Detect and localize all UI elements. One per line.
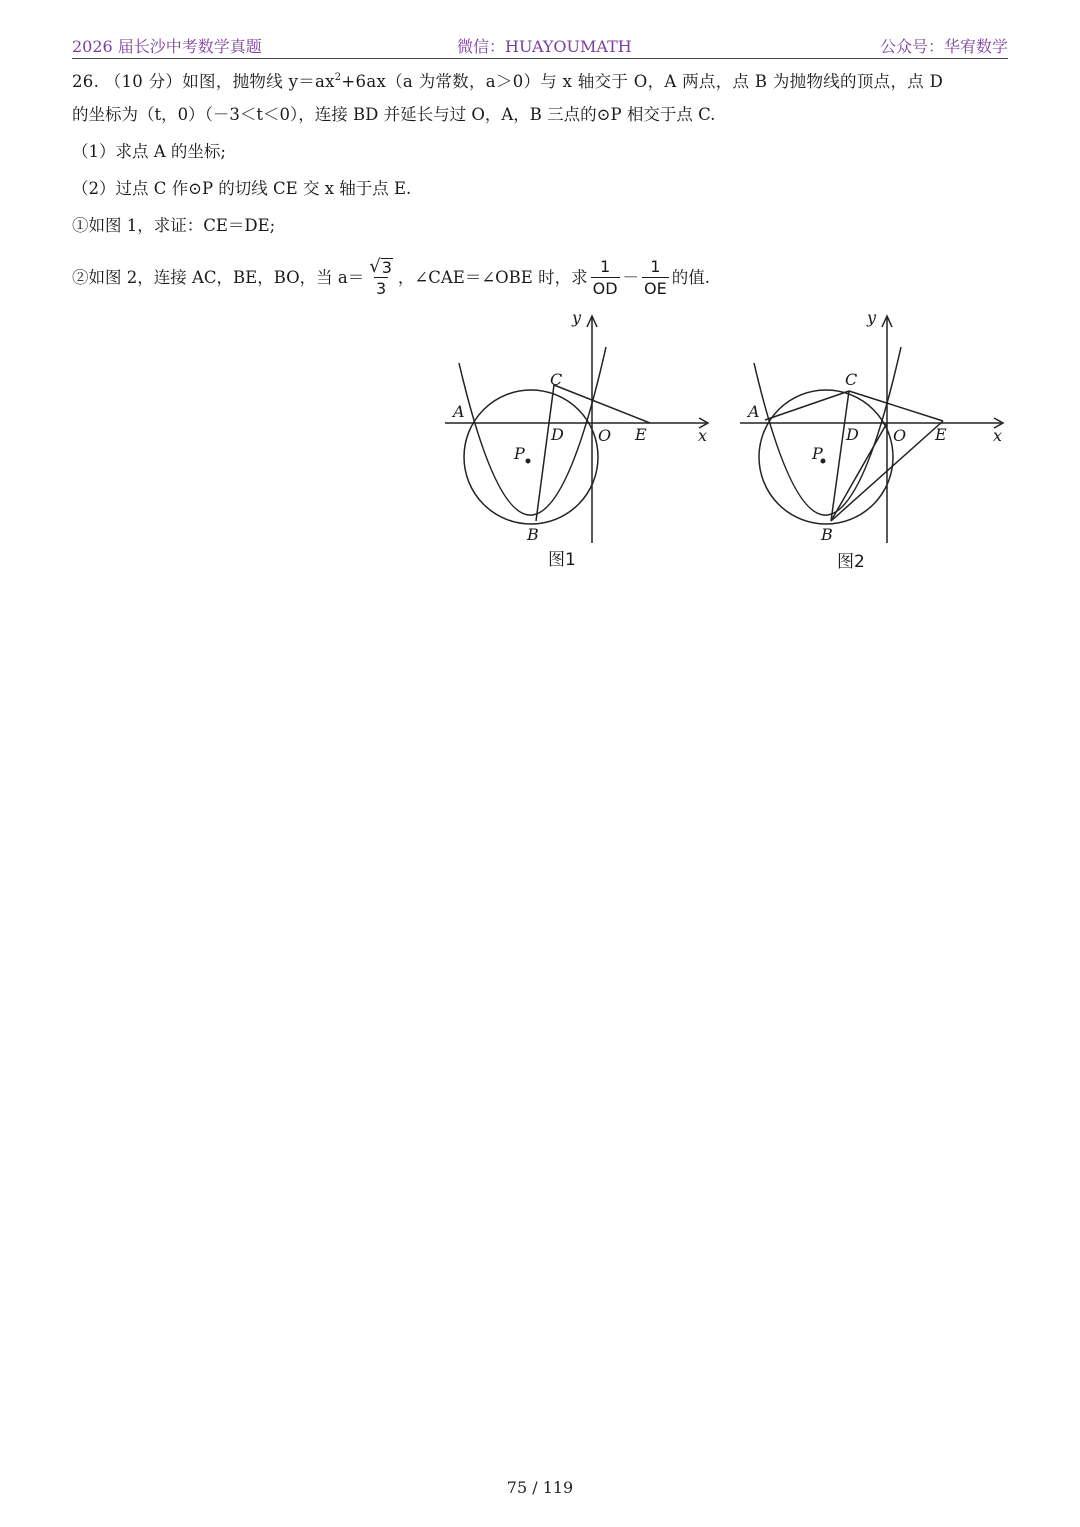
question-sub-2 bbox=[72, 252, 710, 304]
line-ac bbox=[765, 391, 849, 420]
question-sub-1: ①如图 1，求证：CE＝DE; bbox=[72, 216, 276, 235]
page-header bbox=[72, 32, 1008, 59]
parabola bbox=[459, 347, 606, 515]
fraction-od-denominator: OD bbox=[592, 278, 618, 298]
label-o: O bbox=[598, 426, 612, 445]
line-bo bbox=[831, 423, 887, 521]
sub2-pre: ②如图 2，连接 AC，BE，BO，当 a＝ bbox=[72, 268, 365, 287]
label-p: P bbox=[812, 444, 823, 463]
tangent-ce bbox=[554, 385, 650, 423]
fraction-oe bbox=[642, 257, 669, 300]
label-c: C bbox=[550, 370, 563, 389]
parabola bbox=[754, 347, 901, 515]
label-a: A bbox=[453, 402, 465, 421]
label-o: O bbox=[893, 426, 907, 445]
figure-2-caption: 图2 bbox=[837, 552, 865, 572]
fraction-oe-numerator: 1 bbox=[650, 256, 661, 276]
figure-2-diagram bbox=[735, 305, 1010, 575]
label-y: y bbox=[572, 308, 582, 327]
label-x: x bbox=[698, 426, 708, 445]
label-y: y bbox=[867, 308, 877, 327]
label-d: D bbox=[846, 425, 859, 444]
fraction-oe-denominator: OE bbox=[644, 278, 667, 298]
sqrt-radicand: 3 bbox=[381, 257, 392, 277]
line-bc bbox=[536, 385, 554, 521]
exponent: 2 bbox=[334, 72, 342, 83]
minus-sign: － bbox=[622, 268, 640, 287]
sub2-mid: ，∠CAE＝∠OBE 时，求 bbox=[397, 268, 588, 287]
figure-2 bbox=[735, 305, 1010, 575]
problem-line-1-post: +6ax（a 为常数，a＞0）与 x 轴交于 O，A 两点，点 B 为抛物线的顶点，点 D bbox=[341, 72, 944, 91]
center-point-p bbox=[526, 459, 531, 464]
sqrt-sign: √ bbox=[369, 255, 381, 277]
tangent-ce bbox=[849, 391, 943, 421]
fraction-od-numerator: 1 bbox=[599, 256, 611, 276]
problem-line-1 bbox=[72, 66, 943, 94]
label-x: x bbox=[993, 426, 1003, 445]
circle-p bbox=[464, 390, 598, 524]
problem-line-1-pre: 26. （10 分）如图，抛物线 y＝ax bbox=[72, 72, 335, 91]
sub2-post: 的值. bbox=[671, 268, 710, 287]
label-d: D bbox=[551, 425, 564, 444]
fraction-od bbox=[591, 257, 620, 300]
figure-1-caption: 图1 bbox=[548, 550, 576, 570]
question-part-2: （2）过点 C 作⊙P 的切线 CE 交 x 轴于点 E. bbox=[72, 179, 412, 198]
header-title: 2026 届长沙中考数学真题 bbox=[72, 37, 262, 56]
figure-1 bbox=[440, 305, 715, 575]
header-wechat: 微信：HUAYOUMATH bbox=[457, 37, 632, 56]
sqrt-three bbox=[367, 257, 395, 277]
label-b: B bbox=[821, 525, 833, 544]
label-e: E bbox=[935, 425, 947, 444]
label-e: E bbox=[635, 425, 647, 444]
problem-line-2: 的坐标为（t，0）（－3＜t＜0），连接 BD 并延长与过 O，A，B 三点的⊙P 相交于点 C. bbox=[72, 105, 716, 124]
page-number: 75 / 119 bbox=[506, 1478, 574, 1497]
label-c: C bbox=[845, 370, 858, 389]
question-part-1: （1）求点 A 的坐标; bbox=[72, 142, 226, 161]
header-account: 公众号：华宥数学 bbox=[879, 37, 1008, 56]
circle-p bbox=[759, 390, 893, 524]
label-b: B bbox=[527, 525, 539, 544]
figure-1-diagram bbox=[440, 305, 715, 575]
fraction-a bbox=[367, 257, 395, 300]
label-p: P bbox=[514, 444, 525, 463]
fraction-a-denominator: 3 bbox=[375, 278, 387, 298]
label-a: A bbox=[748, 402, 760, 421]
